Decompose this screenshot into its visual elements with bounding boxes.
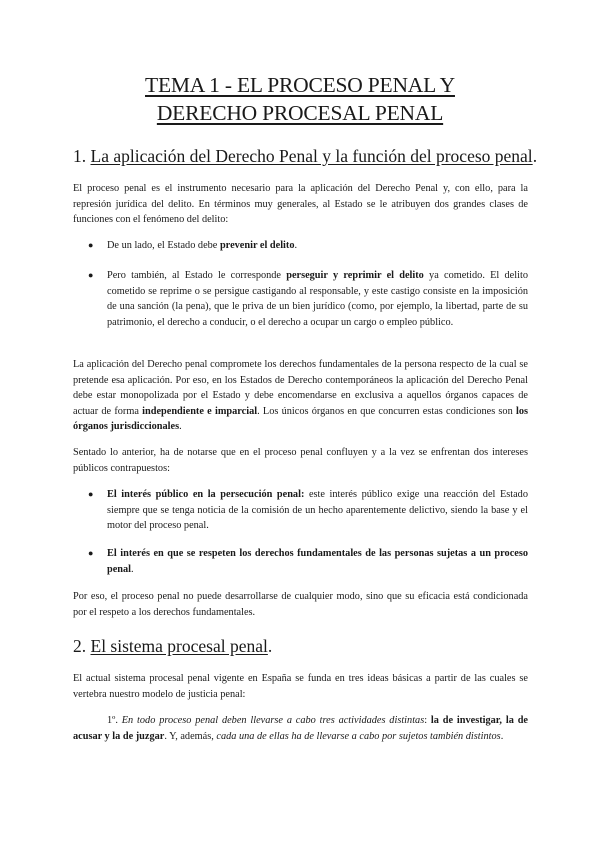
section2-number: 2. (73, 636, 87, 656)
point1-italic1: En todo proceso penal deben llevarse a cabo tres actividades distintas (121, 715, 425, 726)
bullet1-bold: prevenir el delito (219, 240, 295, 251)
section1-para2 (73, 357, 528, 435)
bullet3-bold: El interés público en la persecución penal: (107, 489, 305, 500)
bullet1-pre: De un lado, el Estado debe (107, 240, 220, 251)
para2-pre: La aplicación del Derecho penal compromete los derechos fundamentales de la persona respecto de la cual se pretende esa aplicación. Por eso, en los Estados de Derecho contemporáneos la aplicación del Derecho Penal debe estar monopolizada por el Estado y debe encomendarse en exclusiva a aquellos órganos capaces de actuar de forma (73, 359, 528, 417)
bullet-dot-icon: ● (88, 489, 94, 499)
bullet3-post: este interés público exige una reacción del Estado siempre que se tenga noticia de la comisión de un hecho aparentemente delictivo, siendo la base y el motor del proceso penal. (107, 489, 528, 532)
point1-italic2: cada una de ellas ha de llevarse a cabo por sujetos también distintos (216, 730, 501, 742)
bullet2-pre: Pero también, al Estado le corresponde (107, 270, 287, 281)
bullet1-post: . (294, 240, 298, 251)
section1-para4: Por eso, el proceso penal no puede desarrollarse de cualquier modo, sino que su eficacia está condicionada por el respeto a los derechos fundamentales. (73, 591, 528, 618)
para2-post: . (179, 421, 182, 433)
bullet2-post: ya cometido. El delito cometido se reprime o se persigue castigando al responsable, y este castigo consiste en la imposición de una sanción (la pena), que le priva de un bien jurídico (como, por ejemplo, la libertad, parte de su patrimonio, el derecho a conducir, o el derecho a ocupar un cargo o empleo público. (107, 270, 528, 328)
bullet-interes-persecucion (107, 487, 528, 534)
bullet4-bold: El interés en que se respeten los derechos fundamentales de las personas sujetas a un proceso penal (107, 548, 528, 575)
section1-number: 1. (73, 146, 87, 166)
bullet4-post: . (131, 563, 134, 575)
bullet2-bold: perseguir y reprimir el delito (286, 270, 424, 281)
bullet-dot-icon: ● (88, 548, 94, 558)
bullet-interes-derechos (107, 546, 528, 577)
point1-bold: la de investigar, la de acusar y la de juzgar (73, 715, 528, 742)
para2-mid: . Los únicos órganos en que concurren estas condiciones son (257, 405, 516, 417)
point1-mid: . Y, además, (164, 730, 217, 742)
section1-heading (73, 146, 537, 167)
document-title-line2: DERECHO PROCESAL PENAL (156, 101, 444, 125)
bullet-dot-icon: ● (88, 240, 94, 250)
section2-heading-text: El sistema procesal penal (90, 636, 268, 656)
section2-heading-end: . (267, 636, 273, 656)
document-title-line1: TEMA 1 - EL PROCESO PENAL Y (145, 73, 455, 97)
section1-intro: El proceso penal es el instrumento necesario para la aplicación del Derecho Penal y, con ello, para la represión jurídica del delito. En términos muy generales, al Estado se le atribuyen dos grandes clases de funciones con el fenómeno del delito: (73, 183, 528, 226)
point1-post: . (500, 730, 504, 742)
section2-intro: El actual sistema procesal penal vigente en España se funda en tres ideas básicas a partir de las cuales se vertebra nuestro modelo de justicia penal: (73, 673, 528, 700)
para2-bold1: independiente e imparcial (142, 405, 258, 417)
section2-heading (73, 636, 272, 657)
bullet-dot-icon: ● (88, 270, 94, 280)
section1-heading-end: . (532, 146, 538, 166)
section2-point1 (73, 713, 528, 744)
point1-colon: : (424, 715, 431, 726)
para2-bold2: los órganos jurisdiccionales (73, 405, 528, 433)
bullet-perseguir (107, 268, 528, 330)
section1-para3: Sentado lo anterior, ha de notarse que en el proceso penal confluyen y a la vez se enfrentan dos intereses públicos contrapuestos: (73, 447, 528, 474)
bullet-prevenir (107, 238, 528, 254)
section1-heading-text: La aplicación del Derecho Penal y la función del proceso penal (90, 146, 533, 166)
point1-num: 1º. (107, 715, 122, 726)
